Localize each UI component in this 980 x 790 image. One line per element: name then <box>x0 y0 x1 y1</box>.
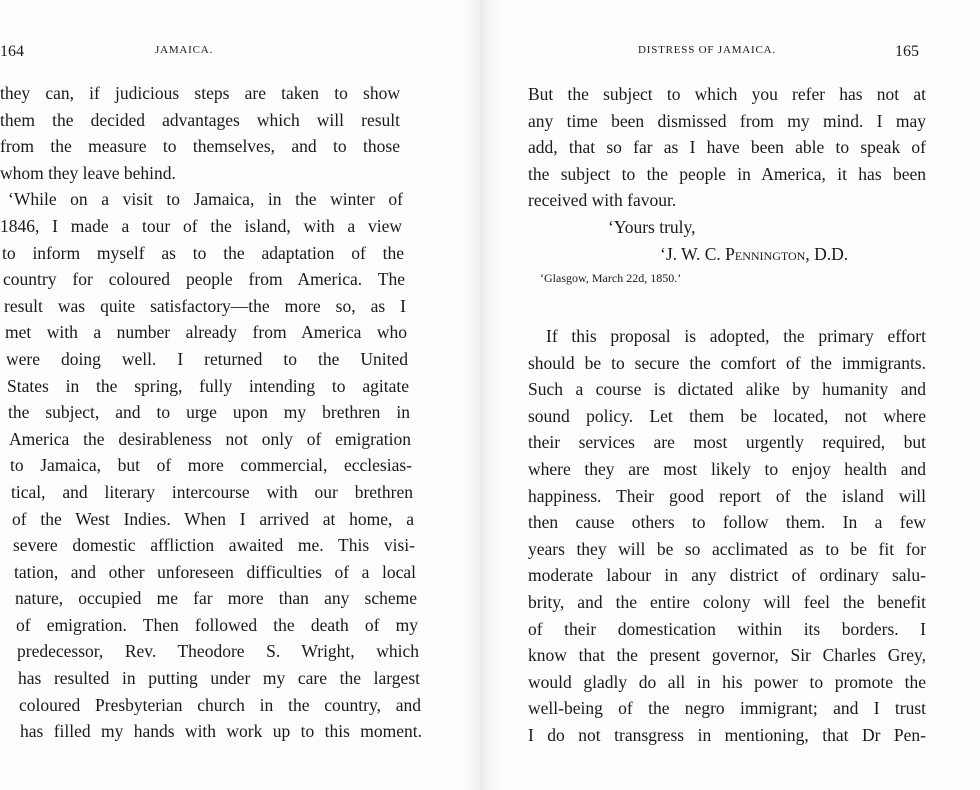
running-head: JAMAICA. <box>155 44 214 56</box>
text-line: tical, and literary intercourse with our brethren <box>11 481 413 502</box>
text-line: ‘While on a visit to Jamaica, in the winter of <box>8 189 403 210</box>
letter-date: ‘Glasgow, March 22d, 1850.’ <box>540 271 682 286</box>
text-line: to Jamaica, but of more commercial, ecclesias- <box>10 455 412 476</box>
page-number: 165 <box>895 43 919 60</box>
text-line: 1846, I made a tour of the island, with a view <box>0 215 402 236</box>
text-line: predecessor, Rev. Theodore S. Wright, which <box>17 641 419 662</box>
text-line: should be to secure the comfort of the immigrants. <box>528 352 926 373</box>
text-line: then cause others to follow them. In a few <box>528 512 926 533</box>
text-line: has resulted in putting under my care the largest <box>18 668 420 689</box>
text-line: happiness. Their good report of the island will <box>528 485 926 506</box>
text-line: States in the spring, fully intending to agitate <box>7 375 409 396</box>
text-line: where they are most likely to enjoy health and <box>528 458 926 479</box>
left-page <box>0 0 470 790</box>
text-line: years they will be so acclimated as to be fit for <box>528 538 926 559</box>
letter-text <box>528 81 926 291</box>
text-line: to inform myself as to the adaptation of the <box>2 242 404 263</box>
text-line: any time been dismissed from my mind. I may <box>528 110 926 131</box>
text-line: of their domestication within its borders. I <box>528 618 926 639</box>
text-line: severe domestic affliction awaited me. This visi- <box>13 535 415 556</box>
letter-signature <box>528 241 926 268</box>
text-line: Such a course is dictated alike by humanity and <box>528 379 926 400</box>
text-line: tation, and other unforeseen difficulties of a local <box>14 561 416 582</box>
text-line: sound policy. Let them be located, not where <box>528 405 926 426</box>
text-line: were doing well. I returned to the United <box>6 348 408 369</box>
text-line: received with favour. <box>528 190 677 211</box>
left-body-text <box>0 80 422 745</box>
text-line: coloured Presbyterian church in the country, and <box>19 694 421 715</box>
signature-prefix: ‘J. W. C. <box>660 243 721 264</box>
text-line: them the decided advantages which will result <box>0 109 400 130</box>
running-head: DISTRESS OF JAMAICA. <box>638 44 776 56</box>
text-line: met with a number already from America who <box>5 322 407 343</box>
signature-suffix: D.D. <box>814 243 849 264</box>
letter-closing: ‘Yours truly, <box>608 216 696 237</box>
text-line: would gladly do all in his power to promote the <box>528 671 926 692</box>
text-line: know that the present governor, Sir Charles Grey, <box>528 645 926 666</box>
signature-name: Pennington, <box>725 243 810 264</box>
text-line: America the desirableness not only of emigration <box>9 428 411 449</box>
page-number: 164 <box>0 43 24 60</box>
text-line: has filled my hands with work up to this moment. <box>20 721 422 742</box>
text-line: country for coloured people from America. The <box>3 269 405 290</box>
text-line: of the West Indies. When I arrived at home, a <box>12 508 414 529</box>
text-line: brity, and the entire colony will feel the benefit <box>528 591 926 612</box>
text-line: nature, occupied me far more than any scheme <box>15 588 417 609</box>
text-line: of emigration. Then followed the death of my <box>16 614 418 635</box>
text-line: from the measure to themselves, and to those <box>0 136 400 157</box>
text-line: whom they leave behind. <box>0 162 176 183</box>
text-line: the subject, and to urge upon my brethren in <box>8 402 410 423</box>
text-line: I do not transgress in mentioning, that Dr Pen- <box>528 724 926 745</box>
text-line: But the subject to which you refer has not at <box>528 84 926 104</box>
text-line: their services are most urgently required, but <box>528 432 926 453</box>
text-line: moderate labour in any district of ordinary salu- <box>528 565 926 586</box>
right-body-text <box>528 323 926 749</box>
text-line: the subject to the people in America, it has been <box>528 163 926 184</box>
text-line: well-being of the negro immigrant; and I trust <box>528 698 926 719</box>
text-line: they can, if judicious steps are taken to show <box>0 83 400 103</box>
text-line: If this proposal is adopted, the primary effort <box>546 326 926 346</box>
right-page <box>490 0 980 790</box>
text-line: add, that so far as I have been able to speak of <box>528 137 926 158</box>
text-line: result was quite satisfactory—the more so, as I <box>4 295 406 316</box>
